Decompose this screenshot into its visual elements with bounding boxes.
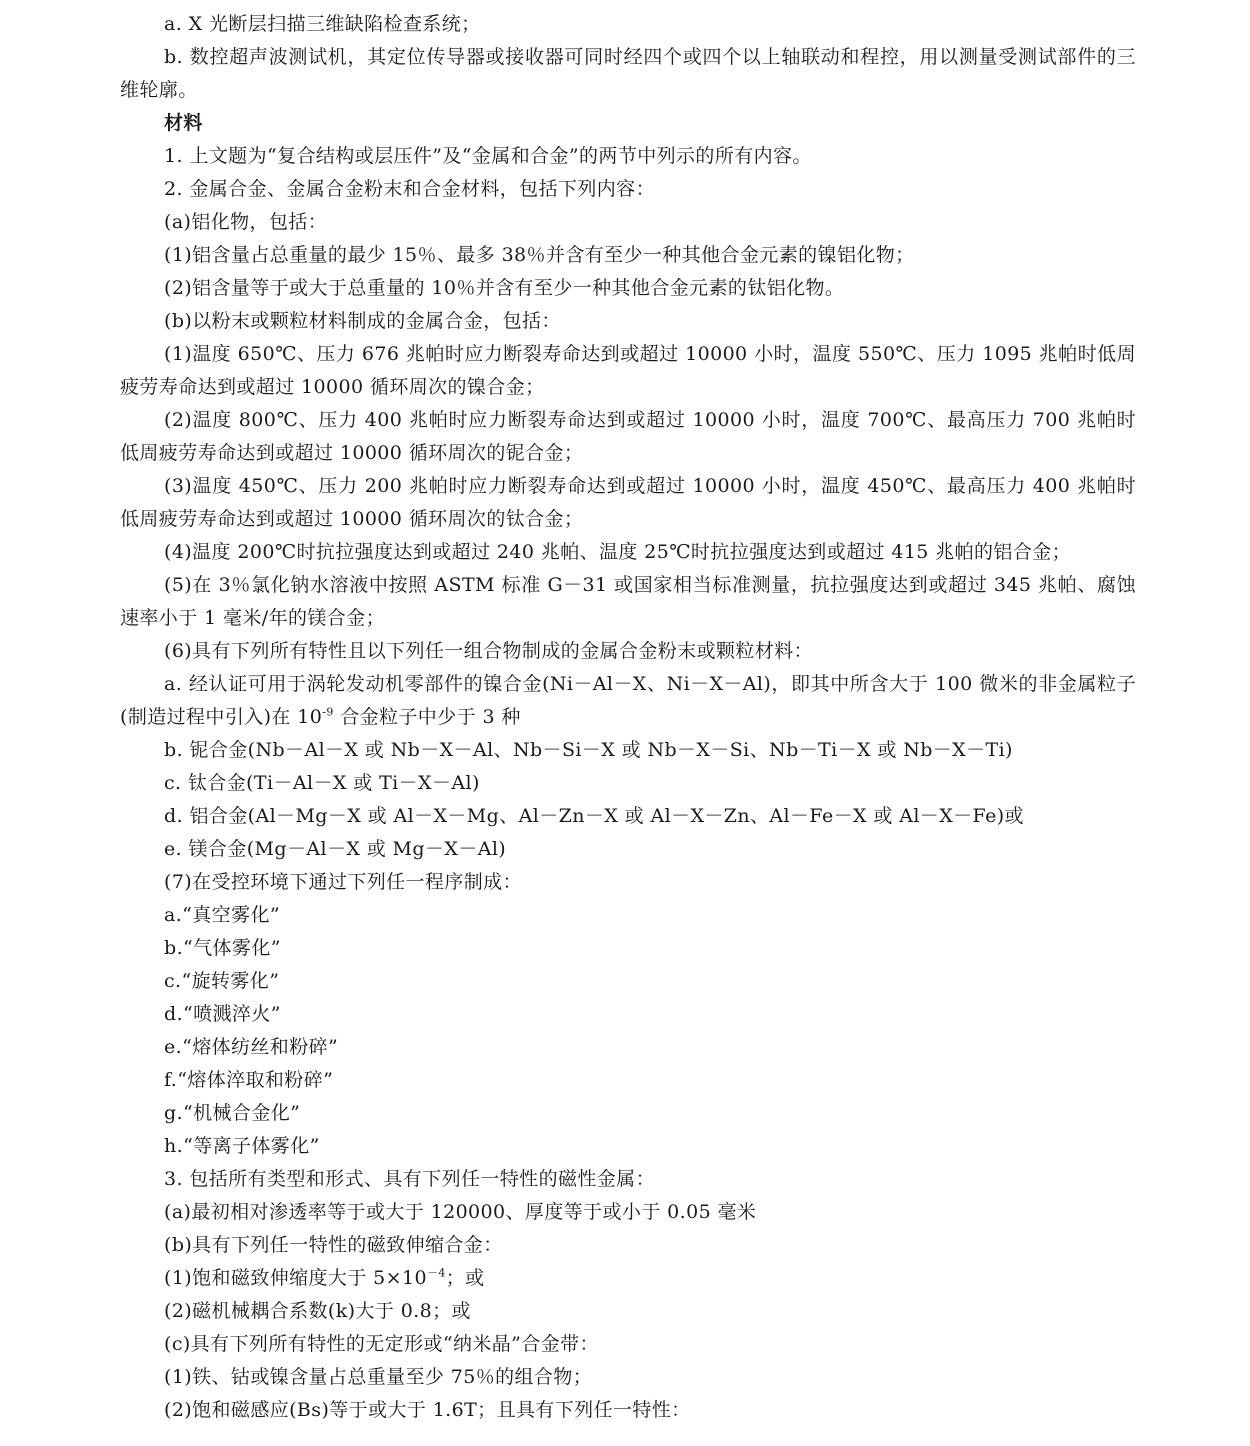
paragraph <box>120 1064 1136 1097</box>
paragraph <box>120 932 1136 965</box>
paragraph <box>120 635 1136 668</box>
paragraph-text: (a)最初相对渗透率等于或大于 120000、厚度等于或小于 0.05 毫米 <box>164 1201 757 1223</box>
paragraph <box>120 965 1136 998</box>
paragraph <box>120 833 1136 866</box>
paragraph <box>120 1229 1136 1262</box>
paragraph <box>120 140 1136 173</box>
superscript-exponent: －4 <box>426 1266 446 1280</box>
paragraph-text: (1)饱和磁致伸缩度大于 5×10 <box>164 1267 427 1289</box>
paragraph <box>120 1361 1136 1394</box>
superscript-exponent: -9 <box>322 705 334 719</box>
paragraph <box>120 1295 1136 1328</box>
paragraph <box>120 668 1136 734</box>
paragraph <box>120 1394 1136 1427</box>
paragraph-text: (b)以粉末或颗粒材料制成的金属合金，包括： <box>164 310 561 332</box>
paragraph-text: (a)铝化物，包括： <box>164 211 328 233</box>
paragraph <box>120 173 1136 206</box>
paragraph-text: (6)具有下列所有特性且以下列任一组合物制成的金属合金粉末或颗粒材料： <box>164 640 813 662</box>
paragraph-text: (7)在受控环境下通过下列任一程序制成： <box>164 871 522 893</box>
paragraph <box>120 1097 1136 1130</box>
section-heading <box>120 107 1136 140</box>
paragraph <box>120 1130 1136 1163</box>
paragraph-text: 3. 包括所有类型和形式、具有下列任一特性的磁性金属： <box>164 1168 655 1190</box>
paragraph-text: b. 铌合金(Nb－Al－X 或 Nb－X－Al、Nb－Si－X 或 Nb－X－Si、Nb－Ti－X 或 Nb－X－Ti) <box>164 739 1013 761</box>
paragraph-text: d. 铝合金(Al－Mg－X 或 Al－X－Mg、Al－Zn－X 或 Al－X－Zn、Al－Fe－X 或 Al－X－Fe)或 <box>164 805 1024 827</box>
paragraph-text: f.“熔体淬取和粉碎” <box>164 1069 334 1091</box>
paragraph-text: a. X 光断层扫描三维缺陷检查系统； <box>164 13 481 35</box>
paragraph-text: e.“熔体纺丝和粉碎” <box>164 1036 339 1058</box>
paragraph <box>120 8 1136 41</box>
paragraph <box>120 866 1136 899</box>
paragraph-text: (2)温度 800℃、压力 400 兆帕时应力断裂寿命达到或超过 10000 小时，温度 700℃、最高压力 700 兆帕时低周疲劳寿命达到或超过 10000 循环周次的铌合金； <box>120 409 1136 464</box>
paragraph <box>120 767 1136 800</box>
paragraph <box>120 338 1136 404</box>
paragraph-text: b. 数控超声波测试机，其定位传导器或接收器可同时经四个或四个以上轴联动和程控，用以测量受测试部件的三维轮廓。 <box>120 46 1136 101</box>
paragraph-text: (1)温度 650℃、压力 676 兆帕时应力断裂寿命达到或超过 10000 小时，温度 550℃、压力 1095 兆帕时低周疲劳寿命达到或超过 10000 循环周次的镍合金； <box>120 343 1136 398</box>
paragraph-text: (4)温度 200℃时抗拉强度达到或超过 240 兆帕、温度 25℃时抗拉强度达到或超过 415 兆帕的铝合金； <box>164 541 1072 563</box>
paragraph <box>120 899 1136 932</box>
paragraph <box>120 1328 1136 1361</box>
paragraph-text: (2)磁机械耦合系数(k)大于 0.8；或 <box>164 1300 471 1322</box>
paragraph-text: e. 镁合金(Mg－Al－X 或 Mg－X－Al) <box>164 838 507 860</box>
paragraph <box>120 41 1136 107</box>
paragraph-text: d.“喷溅淬火” <box>164 1003 281 1025</box>
document-page <box>120 8 1136 1427</box>
paragraph-text: a. 经认证可用于涡轮发动机零部件的镍合金(Ni－Al－X、Ni－X－Al)，即其中所含大于 100 微米的非金属粒子(制造过程中引入)在 10 <box>120 673 1136 728</box>
paragraph-text: (2)饱和磁感应(Bs)等于或大于 1.6T；且具有下列任一特性： <box>164 1399 691 1421</box>
paragraph <box>120 404 1136 470</box>
paragraph <box>120 470 1136 536</box>
paragraph-text: c.“旋转雾化” <box>164 970 280 992</box>
paragraph-text: g.“机械合金化” <box>164 1102 301 1124</box>
paragraph-text: 材料 <box>164 112 203 134</box>
paragraph-text: (c)具有下列所有特性的无定形或“纳米晶”合金带： <box>164 1333 599 1355</box>
paragraph <box>120 305 1136 338</box>
paragraph-text-tail: ；或 <box>445 1267 485 1289</box>
paragraph-text: c. 钛合金(Ti－Al－X 或 Ti－X－Al) <box>164 772 480 794</box>
paragraph-text-tail: 合金粒子中少于 3 种 <box>333 706 521 728</box>
paragraph-text: (b)具有下列任一特性的磁致伸缩合金： <box>164 1234 503 1256</box>
paragraph <box>120 1196 1136 1229</box>
paragraph <box>120 272 1136 305</box>
paragraph-text: (5)在 3％氯化钠水溶液中按照 ASTM 标准 G－31 或国家相当标准测量，抗拉强度达到或超过 345 兆帕、腐蚀速率小于 1 毫米/年的镁合金； <box>120 574 1136 629</box>
paragraph-text: b.“气体雾化” <box>164 937 281 959</box>
paragraph-text: (2)铝含量等于或大于总重量的 10％并含有至少一种其他合金元素的钛铝化物。 <box>164 277 845 299</box>
paragraph-text: (1)铁、钴或镍含量占总重量至少 75％的组合物； <box>164 1366 593 1388</box>
paragraph <box>120 734 1136 767</box>
paragraph <box>120 206 1136 239</box>
paragraph <box>120 536 1136 569</box>
paragraph-text: (1)铝含量占总重量的最少 15％、最多 38％并含有至少一种其他合金元素的镍铝化物； <box>164 244 915 266</box>
paragraph-text: 2. 金属合金、金属合金粉末和合金材料，包括下列内容： <box>164 178 655 200</box>
paragraph <box>120 239 1136 272</box>
paragraph-text: a.“真空雾化” <box>164 904 280 926</box>
paragraph <box>120 800 1136 833</box>
paragraph <box>120 569 1136 635</box>
paragraph <box>120 1163 1136 1196</box>
paragraph <box>120 1031 1136 1064</box>
paragraph <box>120 1262 1136 1295</box>
paragraph-text: (3)温度 450℃、压力 200 兆帕时应力断裂寿命达到或超过 10000 小时，温度 450℃、最高压力 400 兆帕时低周疲劳寿命达到或超过 10000 循环周次的钛合金； <box>120 475 1136 530</box>
paragraph-text: h.“等离子体雾化” <box>164 1135 320 1157</box>
paragraph-text: 1. 上文题为“复合结构或层压件”及“金属和合金”的两节中列示的所有内容。 <box>164 145 812 167</box>
paragraph <box>120 998 1136 1031</box>
